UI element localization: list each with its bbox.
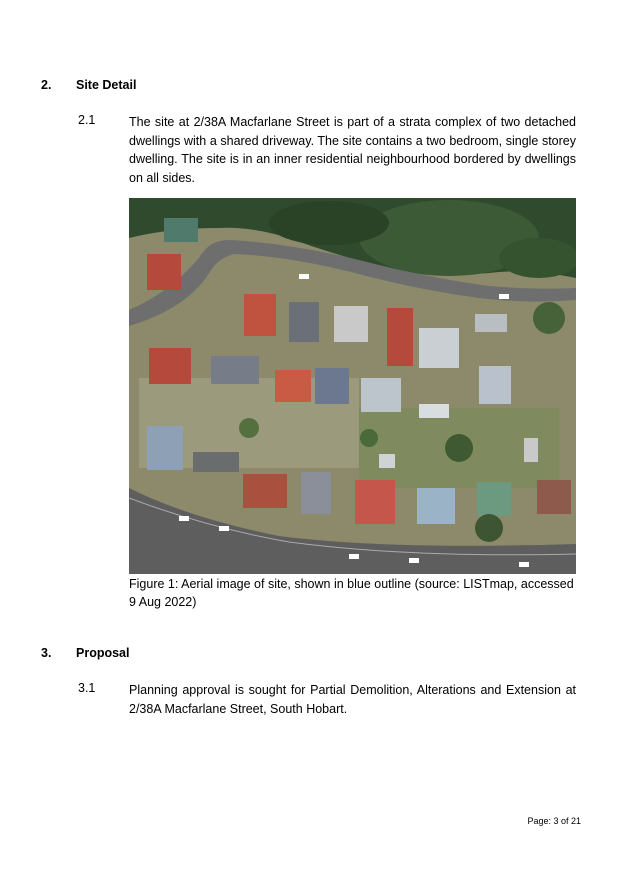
- section-3-title: Proposal: [76, 646, 130, 660]
- item-2-1-number: 2.1: [78, 113, 96, 127]
- section-2-title: Site Detail: [76, 78, 137, 92]
- page-number: Page: 3 of 21: [527, 816, 581, 826]
- section-3-number: 3.: [41, 646, 52, 660]
- aerial-image: [129, 198, 576, 574]
- item-3-1-number: 3.1: [78, 681, 96, 695]
- item-2-1-text: The site at 2/38A Macfarlane Street is part of a strata complex of two detached dwellings with a shared driveway. The site contains a two bedroom, single storey dwelling. The site is in an inner residential neighbourhood bordered by dwellings on all sides.: [129, 115, 576, 185]
- figure-caption: Figure 1: Aerial image of site, shown in blue outline (source: LISTmap, accessed 9 Aug 2022): [129, 577, 574, 609]
- section-2-number: 2.: [41, 78, 52, 92]
- item-3-1-text: Planning approval is sought for Partial Demolition, Alterations and Extension at 2/38A Macfarlane Street, South Hobart.: [129, 683, 576, 716]
